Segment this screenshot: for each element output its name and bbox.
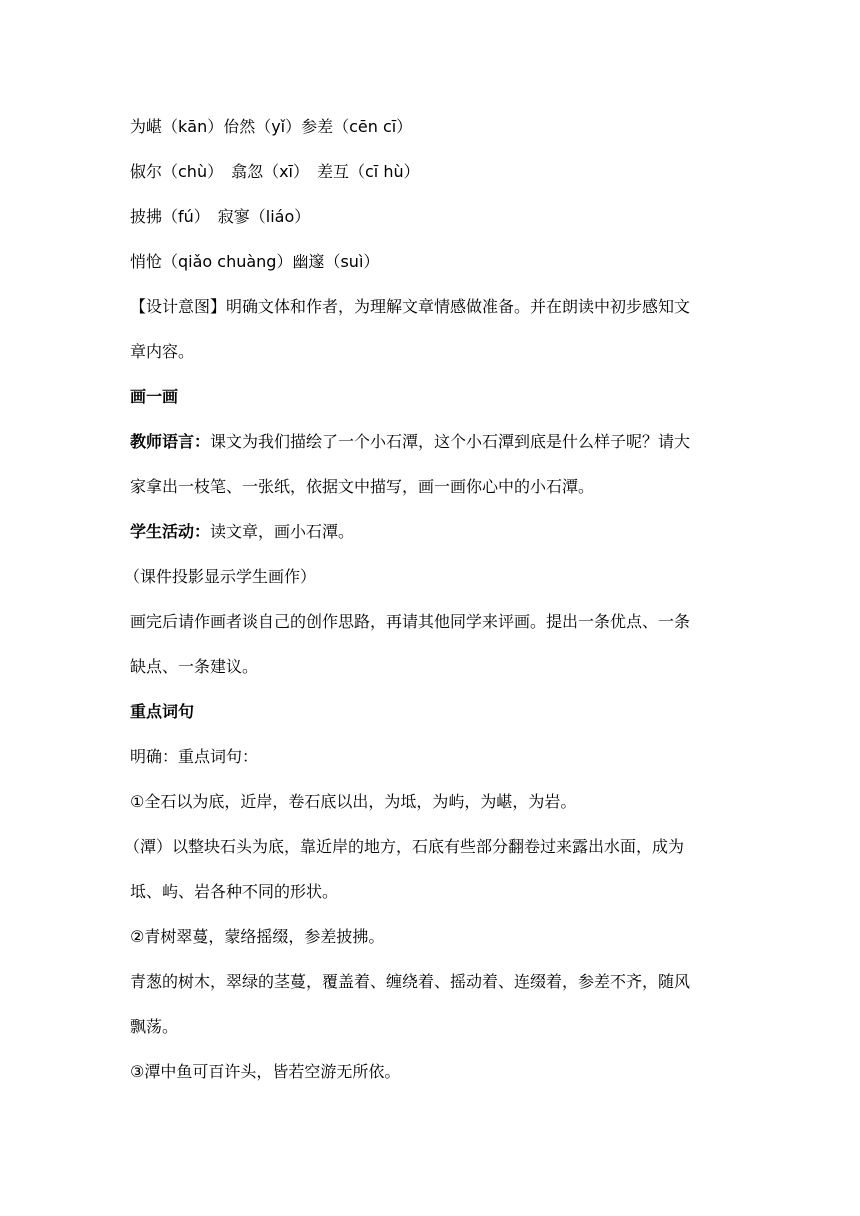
design-intent-line-1: 【设计意图】明确文体和作者，为理解文章情感做准备。并在朗读中初步感知文 bbox=[130, 297, 691, 316]
vocab-line-1: 为嵁（kān）佁然（yǐ）参差（cēn cī） bbox=[130, 117, 413, 136]
key-phrase-2-explanation-line-1: 青葱的树木，翠绿的茎蔓，覆盖着、缠绕着、摇动着、连缀着，参差不齐，随风 bbox=[130, 972, 691, 991]
vocab-line-2: 俶尔（chù） 翕忽（xī） 差互（cī hù） bbox=[130, 162, 420, 181]
review-line-1: 画完后请作画者谈自己的创作思路，再请其他同学来评画。提出一条优点、一条 bbox=[130, 612, 691, 631]
key-phrase-1: ①全石以为底，近岸，卷石底以出，为坻，为屿，为嵁，为岩。 bbox=[130, 792, 577, 811]
projection-note: （课件投影显示学生画作） bbox=[124, 567, 317, 586]
section-heading-key-phrases: 重点词句 bbox=[130, 702, 195, 721]
key-phrase-1-explanation-line-2: 坻、屿、岩各种不同的形状。 bbox=[130, 882, 339, 901]
key-phrase-3: ③潭中鱼可百许头，皆若空游无所依。 bbox=[130, 1062, 401, 1081]
section-heading-draw: 画一画 bbox=[130, 387, 179, 406]
key-phrase-2: ②青树翠蔓，蒙络摇缀，参差披拂。 bbox=[130, 927, 385, 946]
vocab-line-3: 披拂（fú） 寂寥（liáo） bbox=[130, 207, 311, 226]
key-phrase-1-explanation-line-1: （潭）以整块石头为底，靠近岸的地方，石底有些部分翻卷过来露出水面，成为 bbox=[124, 837, 685, 856]
student-label: 学生活动： bbox=[130, 522, 211, 541]
clarify-line: 明确：重点词句： bbox=[130, 747, 259, 766]
review-line-2: 缺点、一条建议。 bbox=[130, 657, 259, 676]
teacher-text: 课文为我们描绘了一个小石潭，这个小石潭到底是什么样子呢？请大 bbox=[210, 432, 691, 451]
key-phrase-2-explanation-line-2: 飘荡。 bbox=[130, 1017, 179, 1036]
teacher-label: 教师语言： bbox=[130, 432, 211, 451]
design-intent-line-2: 章内容。 bbox=[130, 342, 195, 361]
vocab-line-4: 悄怆（qiǎo chuàng）幽邃（suì） bbox=[130, 252, 380, 271]
student-activity-line bbox=[130, 522, 740, 542]
student-text: 读文章，画小石潭。 bbox=[210, 522, 355, 541]
teacher-language-line-1 bbox=[130, 432, 740, 452]
teacher-language-line-2: 家拿出一枝笔、一张纸，依据文中描写，画一画你心中的小石潭。 bbox=[130, 477, 595, 496]
